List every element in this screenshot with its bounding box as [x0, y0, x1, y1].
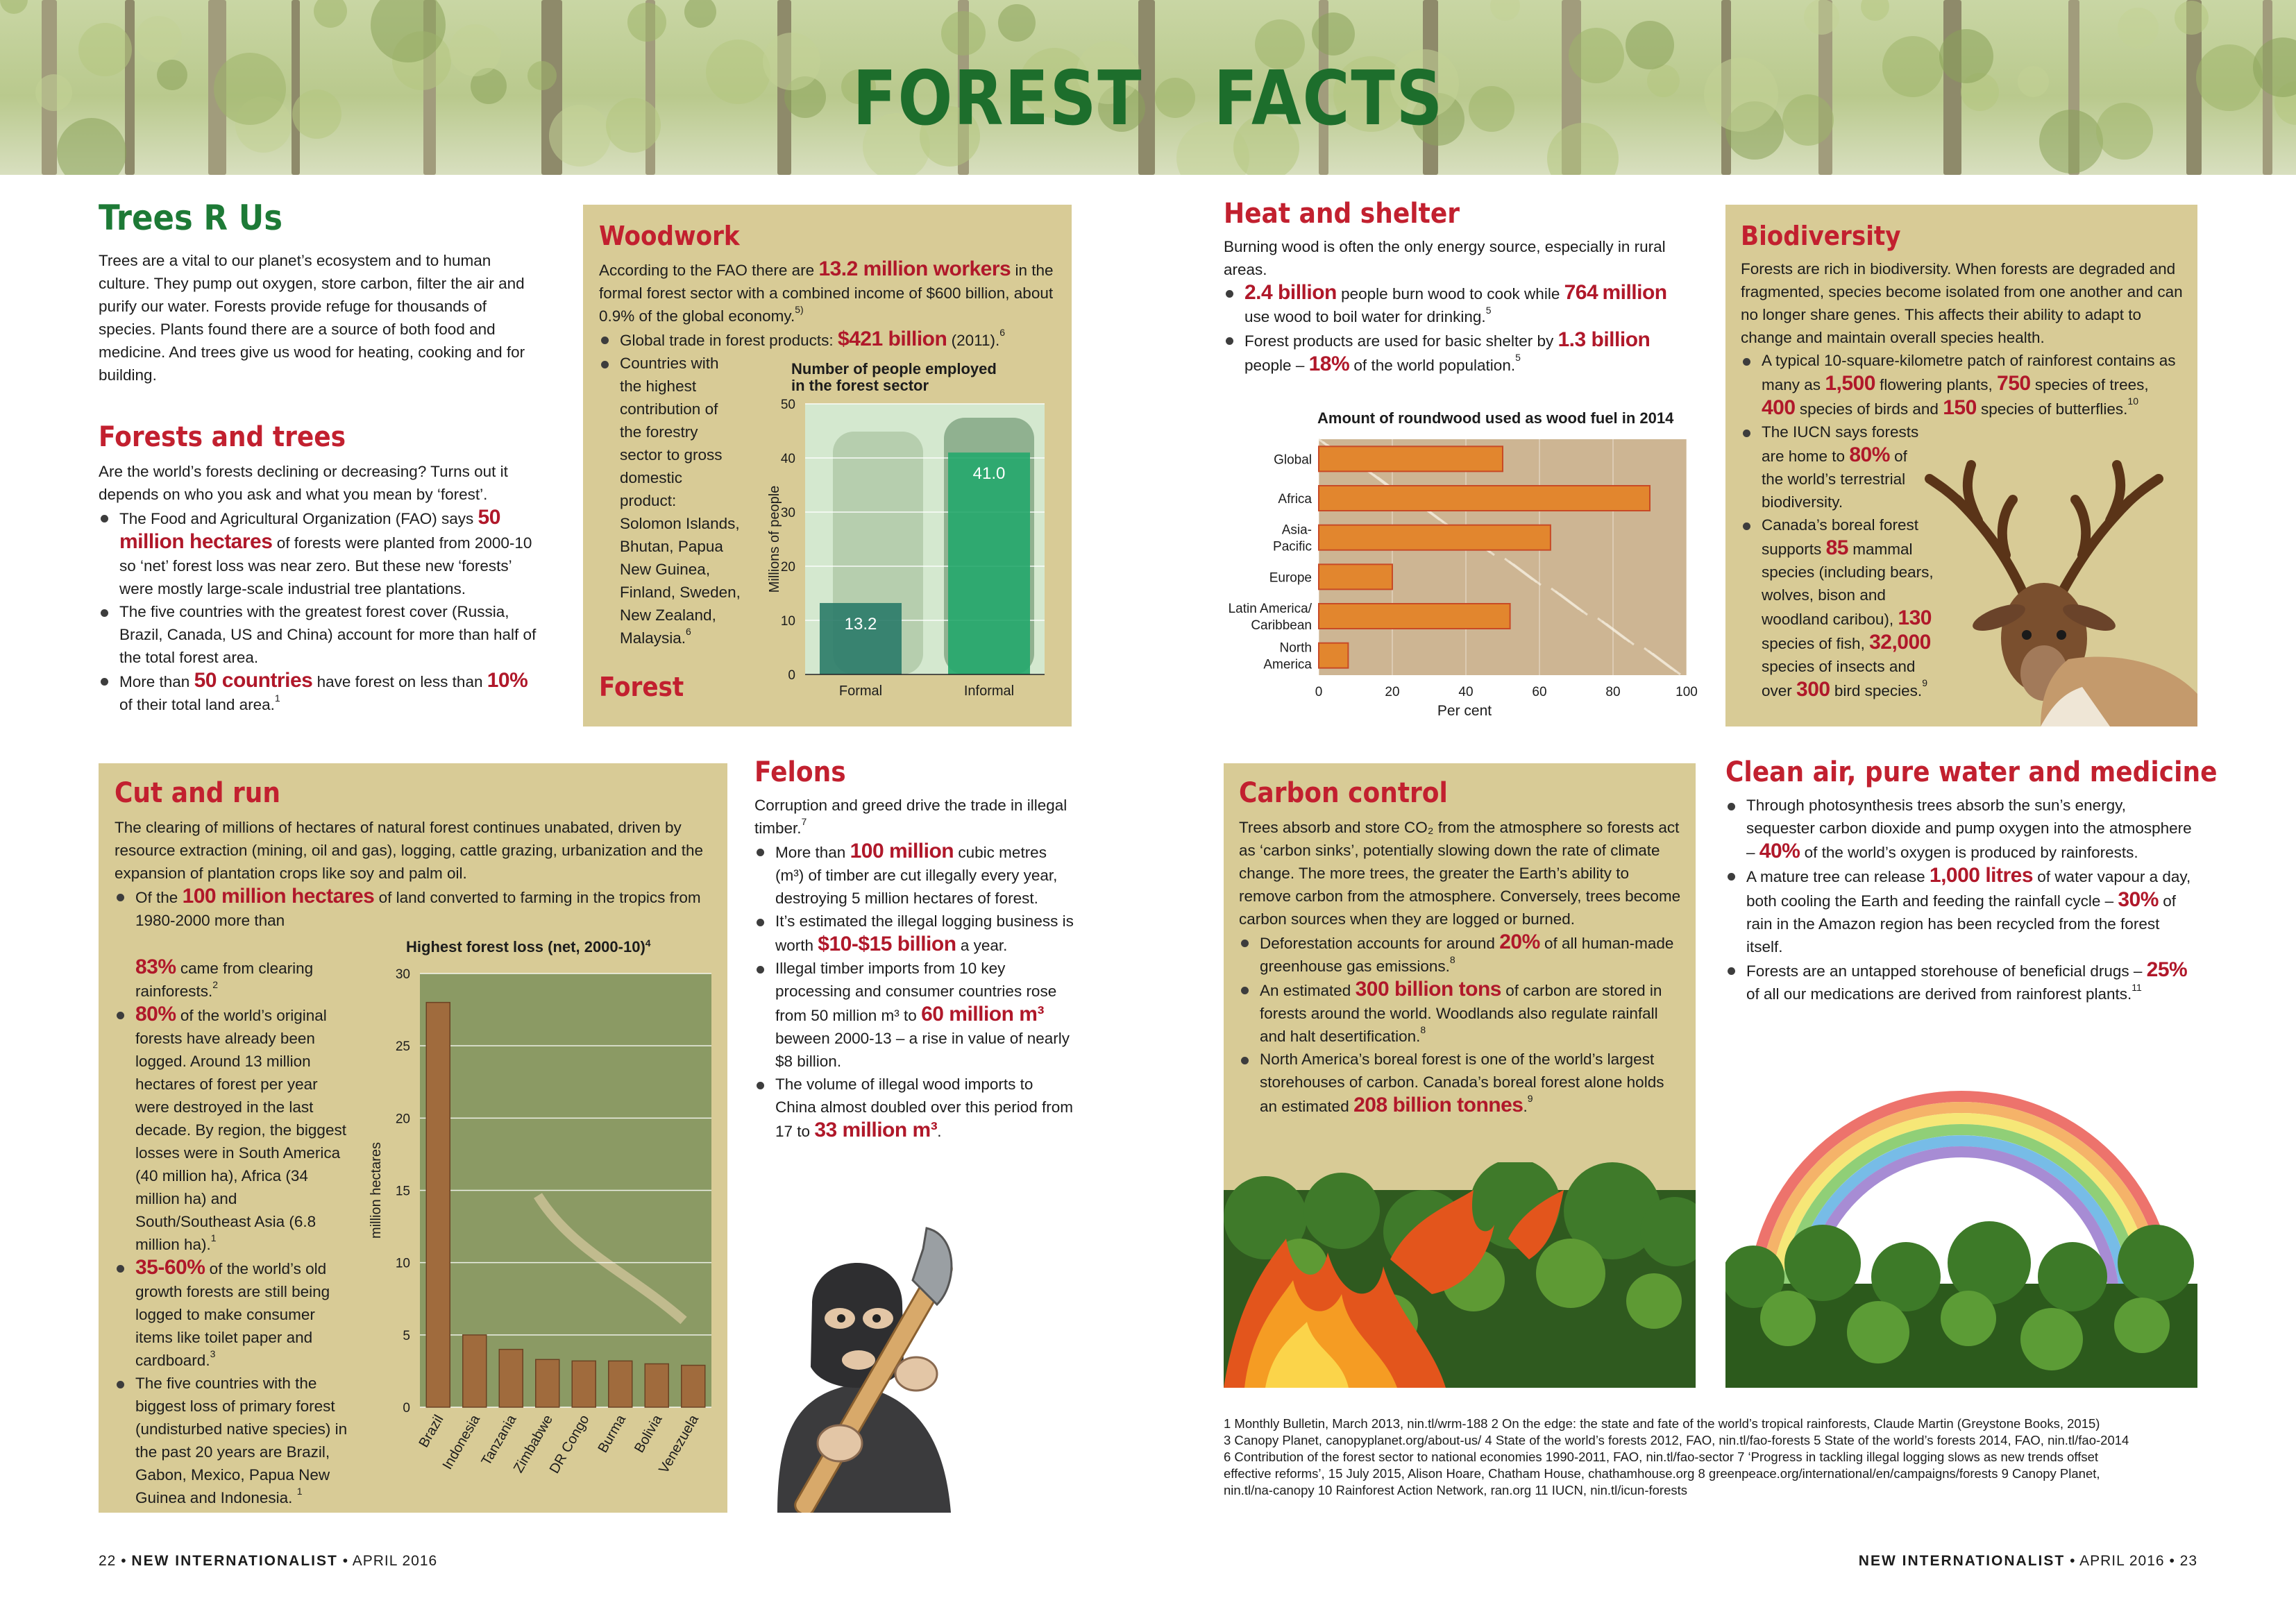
- x-category-label: Indonesia: [439, 1412, 484, 1472]
- carbon-intro: Trees absorb and store CO₂ from the atmosphere so forests act as ‘carbon sinks’, potentially slowing down the rate of climate change. The more trees, the greater the Earth’s ability to remove carbon from the atmosphere. Conversely, trees become carbon sources when they are logged or burned.: [1239, 819, 1681, 928]
- woodwork-forest-label: Forest: [599, 672, 684, 702]
- y-tick-label: 30: [780, 506, 795, 520]
- heat-bullet-1: 2.4 billion people burn wood to cook while 764 million use wood to boil water for drinking.$^5$: [1224, 281, 1682, 328]
- footnote-line: effective reforms’, 15 July 2015, Alison Hoare, Chatham House, chathamhouse.org 8 greenpeace.org/international/en/campaigns/forests 9 Canopy Planet,: [1224, 1466, 2100, 1481]
- clean-air-bullet-1: Through photosynthesis trees absorb the sun’s energy, sequester carbon dioxide and pump oxygen into the atmosphere – 40% of the world’s oxygen is produced by rainforests.: [1725, 794, 2197, 864]
- foliage-patch: [0, 0, 28, 14]
- foliage-patch: [684, 0, 716, 28]
- y-axis-label: million hectares: [369, 1142, 384, 1239]
- forests-bullet-1: The Food and Agricultural Organization (FAO) says 50 million hectares of forests were planted from 2000-10 so ‘net’ forest loss was near zero. But these new ‘forests’ were mostly large-scale industrial tree plantations.: [99, 506, 543, 600]
- foliage-patch: [1804, 0, 1839, 35]
- bar-formal: [820, 603, 902, 674]
- forests-and-trees-section: [99, 421, 543, 716]
- y-category-label: Europe: [1269, 570, 1312, 586]
- y-axis-label: Millions of people: [767, 485, 782, 593]
- footnote-line: 3 Canopy Planet, canopyplanet.org/about-us/ 4 State of the world’s forests 2012, FAO, nin.tl/fao-forests 5 State of the world’s forests 2014, FAO, nin.tl/fao-2014: [1224, 1433, 2129, 1447]
- y-tick-label: 50: [780, 398, 795, 412]
- x-tick-label: 100: [1675, 685, 1698, 699]
- y-tick-label: 25: [395, 1039, 410, 1055]
- bar-zimbabwe: [536, 1359, 559, 1407]
- carbon-title: Carbon control: [1239, 777, 1448, 809]
- x-category-label: Zimbabwe: [510, 1412, 557, 1476]
- cut-and-run-column: [115, 955, 354, 1509]
- right-page-footer: NEW INTERNATIONALIST • APRIL 2016 • 23: [1858, 1553, 2197, 1569]
- foliage-patch: [1861, 0, 1889, 21]
- bar-value-label: 13.2: [844, 615, 877, 634]
- footnote-line: nin.tl/na-canopy 10 Rainforest Action Network, ran.org 11 IUCN, nin.tl/icun-forests: [1224, 1483, 1688, 1497]
- illegal-logger-illustration: [750, 1207, 958, 1513]
- x-tick-label: 20: [1385, 685, 1400, 699]
- woodwork-title: Woodwork: [599, 221, 740, 251]
- woodwork-bullet-2: Countries with the highest contribution of the forestry sector to gross domestic product: Solomon Islands, Bhutan, Papua New Guinea, Finland, Sweden, New Zealand, Malaysia.$^6$: [599, 352, 766, 649]
- x-category-label: Formal: [838, 683, 883, 699]
- heat-shelter-intro: Burning wood is often the only energy source, especially in rural areas.: [1224, 238, 1666, 278]
- rainbow-forest-illustration: [1725, 1055, 2197, 1388]
- bar-latinamericacaribbean: [1319, 604, 1510, 629]
- y-category-label: Pacific: [1273, 539, 1312, 554]
- bar-venezuela: [682, 1366, 705, 1407]
- felons-bullet-4: The volume of illegal wood imports to China almost doubled over this period from 17 to 33 million m³.: [754, 1073, 1074, 1143]
- bar-informal: [948, 452, 1030, 674]
- bar-indonesia: [463, 1335, 487, 1407]
- carbon-bullet-3: North America’s boreal forest is one of the world’s largest storehouses of carbon. Canada’s boreal forest alone holds an estimated 208 billion tonnes.$^9$: [1239, 1048, 1683, 1118]
- forests-and-trees-title: Forests and trees: [99, 421, 346, 453]
- foliage-patch: [314, 0, 347, 28]
- biodiversity-bullet-2: The IUCN says forests are home to 80% of the world’s terrestrial biodiversity.: [1741, 420, 1921, 513]
- foliage-patch: [627, 3, 666, 42]
- forests-bullet-3: More than 50 countries have forest on less than 10% of their total land area.$^1$: [99, 669, 543, 716]
- trees-r-us-body: Trees are a vital to our planet’s ecosystem and to human culture. They pump out oxygen, store carbon, filter the air and purify our water. Forests provide refuge for thousands of species. Plants found there are a source of both food and medicine. And trees give us wood for heating, cooking and for building.: [99, 252, 525, 384]
- forest-loss-chart-svg: [361, 935, 722, 1490]
- bar-burma: [609, 1361, 632, 1407]
- cut-and-run-section: [115, 777, 711, 932]
- bar-asiapacific: [1319, 525, 1551, 550]
- y-category-label: Caribbean: [1251, 618, 1312, 633]
- x-category-label: Tanzania: [478, 1412, 520, 1468]
- y-tick-label: 30: [395, 967, 410, 982]
- bar-tanzania: [499, 1350, 523, 1407]
- heat-shelter-title: Heat and shelter: [1224, 198, 1460, 230]
- biodiversity-title: Biodiversity: [1741, 221, 1901, 251]
- felons-intro: Corruption and greed drive the trade in illegal timber.$^7$: [754, 797, 1067, 837]
- x-category-label: Venezuela: [656, 1412, 702, 1477]
- foliage-patch: [1490, 0, 1520, 21]
- y-tick-label: 15: [395, 1184, 410, 1199]
- bar-europe: [1319, 564, 1392, 589]
- employment-chart-title: Number of people employed in the forest sector: [791, 360, 997, 394]
- cut-and-run-intro: The clearing of millions of hectares of natural forest continues unabated, driven by resource extraction (mining, oil and gas), logging, cattle grazing, urbanization and the expansion of plantation crops like soy and palm oil.: [115, 819, 703, 882]
- footnote-line: 1 Monthly Bulletin, March 2013, nin.tl/wrm-188 2 On the edge: the state and fate of the world’s tropical rainforests, Claude Martin (Greystone Books, 2015): [1224, 1416, 2100, 1431]
- bar-bolivia: [645, 1364, 668, 1408]
- y-tick-label: 20: [780, 560, 795, 575]
- y-tick-label: 10: [395, 1256, 410, 1271]
- x-category-label: Bolivia: [632, 1412, 666, 1456]
- y-category-label: Asia-: [1281, 522, 1312, 538]
- roundwood-chart-title: Amount of roundwood used as wood fuel in 2014: [1317, 409, 1674, 427]
- felons-bullet-1: More than 100 million cubic metres (m³) of timber are cut illegally every year, destroying 5 million hectares of forest.: [754, 840, 1074, 910]
- clean-air-section: [1725, 756, 2218, 1005]
- heat-shelter-section: [1224, 198, 1682, 377]
- x-category-label: DR Congo: [546, 1412, 593, 1477]
- biodiversity-intro: Forests are rich in biodiversity. When forests are degraded and fragmented, species become isolated from one another and can no longer share genes. This affects their ability to adapt to change and maintain overall species health.: [1741, 260, 2183, 346]
- bar-northamerica: [1319, 643, 1348, 668]
- forests-bullet-2: The five countries with the greatest forest cover (Russia, Brazil, Canada, US and China) account for more than half of the total forest area.: [99, 600, 543, 669]
- felons-title: Felons: [754, 756, 846, 788]
- bar-brazil: [426, 1003, 450, 1407]
- y-tick-label: 20: [395, 1112, 410, 1127]
- clean-air-bullet-2: A mature tree can release 1,000 litres of water vapour a day, both cooling the Earth and feeding the rainfall cycle – 30% of rain in the Amazon region has been recycled from the forest itself.: [1725, 864, 2197, 958]
- bar-global: [1319, 446, 1503, 471]
- burning-forest-illustration: [1224, 1162, 1696, 1388]
- y-category-label: Global: [1274, 452, 1312, 468]
- x-tick-label: 80: [1605, 685, 1621, 699]
- foliage-patch: [2175, 1, 2209, 35]
- x-tick-label: 40: [1458, 685, 1474, 699]
- x-category-label: Burma: [595, 1412, 630, 1456]
- roundwood-chart-svg: [1208, 406, 1707, 732]
- trees-r-us-title: Trees R Us: [99, 198, 283, 238]
- x-axis-label: Per cent: [1437, 703, 1492, 719]
- foliage-patch: [2118, 8, 2159, 49]
- y-category-label: Latin America/: [1228, 602, 1312, 616]
- forest-loss-chart-title: Highest forest loss (net, 2000-10)$^4$: [406, 937, 651, 955]
- biodiversity-bullet-1: A typical 10-square-kilometre patch of rainforest contains as many as 1,500 flowering plants, 750 species of trees, 400 species of birds and 150 species of butterflies.$^{10}$: [1741, 349, 2185, 420]
- trees-r-us-section: [99, 198, 543, 386]
- cut-bullet-2: 80% of the world’s original forests have already been logged. Around 13 million hectares of forest per year were destroyed in the last decade. By region, the biggest losses were in South America (40 million ha), Africa (34 million ha) and South/Southeast Asia (6.8 million ha).$^1$: [115, 1003, 354, 1256]
- woodwork-intro: According to the FAO there are 13.2 million workers in the formal forest sector with a combined income of $600 billion, about 0.9% of the global economy.$^{5)}$: [599, 257, 1054, 325]
- forest-loss-chart: [361, 935, 722, 1490]
- cut-bullet-1-cont: 83% came from clearing rainforests.$^2$: [135, 955, 314, 1000]
- cut-bullet-4: The five countries with the biggest loss of primary forest (undisturbed native species) in the past 20 years are Brazil, Gabon, Mexico, Papua New Guinea and Indonesia. $^1$: [115, 1372, 354, 1509]
- felons-section: [754, 756, 1074, 1143]
- y-category-label: Africa: [1278, 492, 1312, 507]
- employment-chart-svg: [763, 355, 1055, 716]
- foliage-patch: [998, 4, 1036, 42]
- footnotes: [1224, 1416, 2209, 1499]
- left-page-footer: 22 • NEW INTERNATIONALIST • APRIL 2016: [99, 1553, 438, 1569]
- biodiversity-bullet-3: Canada’s boreal forest supports 85 mammal species (including bears, wolves, bison and woodland caribou), 130 species of fish, 32,000 species of insects and over 300 bird species.$^9$: [1741, 513, 1942, 702]
- roundwood-chart: [1208, 406, 1707, 732]
- employment-chart: [763, 355, 1055, 716]
- felons-bullet-3: Illegal timber imports from 10 key processing and consumer countries rose from 50 million m³ to 60 million m³ beween 2000-13 – a rise in value of nearly $8 billion.: [754, 957, 1074, 1073]
- page-title: FOREST FACTS: [852, 56, 1444, 142]
- y-category-label: America: [1263, 657, 1312, 672]
- carbon-bullet-2: An estimated 300 billion tons of carbon are stored in forests around the world. Woodlands also regulate rainfall and halt desertification.$^8$: [1239, 978, 1683, 1048]
- woodwork-bullet-1: Global trade in forest products: $421 billion (2011).$^6$: [599, 328, 1057, 352]
- heat-bullet-2: Forest products are used for basic shelter by 1.3 billion people – 18% of the world population.$^5$: [1224, 328, 1682, 377]
- clean-air-title: Clean air, pure water and medicine: [1725, 756, 2218, 788]
- y-tick-label: 40: [780, 452, 795, 466]
- foliage-patch: [1312, 12, 1355, 56]
- y-category-label: North: [1279, 640, 1312, 656]
- foliage-patch: [941, 11, 986, 56]
- felons-bullet-2: It’s estimated the illegal logging business is worth $10-$15 billion a year.: [754, 910, 1074, 957]
- clean-air-bullet-3: Forests are an untapped storehouse of beneficial drugs – 25% of all our medications are derived from rainforest plants.$^{11}$: [1725, 958, 2197, 1005]
- y-tick-label: 0: [788, 668, 795, 683]
- cut-bullet-3: 35-60% of the world’s old growth forests are still being logged to make consumer items like toilet paper and cardboard.$^3$: [115, 1256, 354, 1372]
- carbon-section: [1239, 777, 1683, 1118]
- cut-and-run-title: Cut and run: [115, 777, 281, 809]
- bar-value-label: 41.0: [972, 464, 1006, 484]
- bar-drcongo: [572, 1361, 596, 1407]
- bar-africa: [1319, 486, 1650, 511]
- x-tick-label: 60: [1532, 685, 1547, 699]
- carbon-bullet-1: Deforestation accounts for around 20% of all human-made greenhouse gas emissions.$^8$: [1239, 931, 1683, 978]
- cut-bullet-1: Of the 100 million hectares of land converted to farming in the tropics from 1980-2000 more than: [115, 885, 711, 932]
- footnote-line: 6 Contribution of the forest sector to national economies 1990-2011, FAO, nin.tl/fao-sector 7 ‘Progress in tackling illegal logging slows as new trends offset: [1224, 1450, 2099, 1464]
- forests-and-trees-intro: Are the world’s forests declining or decreasing? Turns out it depends on who you ask and what you mean by ‘forest’.: [99, 463, 508, 503]
- y-tick-label: 0: [403, 1401, 410, 1416]
- y-tick-label: 10: [780, 614, 795, 629]
- x-category-label: Brazil: [416, 1412, 447, 1450]
- biodiversity-section: [1741, 220, 2185, 702]
- x-tick-label: 0: [1315, 685, 1323, 699]
- x-category-label: Informal: [963, 683, 1015, 699]
- y-tick-label: 5: [403, 1328, 410, 1343]
